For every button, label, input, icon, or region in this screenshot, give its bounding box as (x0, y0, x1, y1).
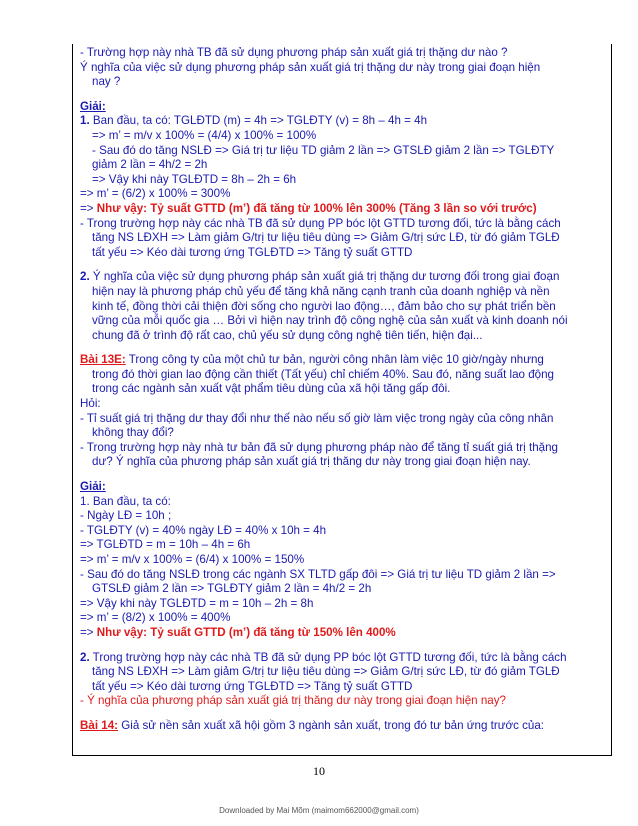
text-line: giảm 2 lần = 4h/2 = 2h (92, 158, 208, 172)
text-line: - Trong trường hợp này nhà tư bản đã sử dụng phương pháp nào để tăng tỉ suất giá trị thặng (80, 440, 558, 454)
text-line: không thay đổi? (92, 426, 174, 440)
text-line: tất yếu => Kéo dài tương ứng TGLĐTD => Tăng tỷ suất GTTD (92, 679, 413, 693)
text-line: Ý nghĩa của việc sử dụng phương pháp sản xuất giá trị thặng dư này trong giai đoạn hiện (80, 60, 541, 74)
text-line: dư? Ý nghĩa của phương pháp sản xuất giá trị thăng dư này trong giai đoạn hiện nay. (92, 455, 531, 469)
text-line: kinh tế, đồng thời cải thiện đời sống cho người lao động…, đảm bảo cho sự phát triển bền (92, 299, 556, 313)
document-body (80, 46, 608, 734)
text-line: - Ngày LĐ = 10h ; (80, 509, 172, 523)
conclusion-line: => Như vậy: Tỷ suất GTTD (m’) đã tăng từ 150% lên 400% (80, 625, 396, 639)
text-line: - Ý nghĩa của phương pháp sản xuất giá trị thăng dư này trong giai đoạn hiện nay? (80, 694, 506, 708)
solution-heading: Giải: (80, 480, 106, 494)
text-line: => Vậy khi này TGLĐTD = 8h – 2h = 6h (92, 172, 297, 186)
text-line: Hỏi: (80, 397, 101, 411)
text-line: trong đó thời gian lao động cần thiết (Tất yếu) chỉ chiếm 40%. Sau đó, năng suất lao động (92, 367, 554, 381)
text-line: 1. Ban đầu, ta có: (80, 494, 171, 508)
text-line: chung đã ở trình độ rất cao, chủ yếu sử dụng công nghệ tiên tiến, hiện đại... (92, 328, 483, 342)
text-line: - Sau đó do tăng NSLĐ => Giá trị tư liệu TD giảm 2 lần => GTSLĐ giảm 2 lần => TGLĐTY (92, 143, 555, 157)
text-line: nay ? (92, 75, 121, 89)
text-line: => m’ = (8/2) x 100% = 400% (80, 611, 231, 625)
text-line: vững của mỗi quốc gia … Bởi vì hiện nay trình độ công nghệ của sản xuất và kinh doanh nói (92, 314, 568, 328)
text-line: - Tỉ suất giá trị thặng dư thay đổi như thế nào nếu số giờ làm việc trong ngày của công nhân (80, 411, 554, 425)
text-line: GTSLĐ giảm 2 lần => TGLĐTY giảm 2 lần = 4h/2 = 2h (92, 582, 372, 596)
page-number: 10 (313, 764, 325, 778)
conclusion-line: => Như vậy: Tỷ suất GTTD (m’) đã tăng từ 100% lên 300% (Tăng 3 lần so với trước) (80, 201, 537, 215)
text-line: - Sau đó do tăng NSLĐ trong các ngành SX TLTD gấp đôi => Giá trị tư liệu TD giảm 2 lần => (80, 567, 556, 581)
exercise-13e: Bài 13E: Trong công ty của một chủ tư bản, người công nhân làm việc 10 giờ/ngày nhưng (80, 353, 544, 367)
text-line: => m’ = m/v x 100% = (4/4) x 100% = 100% (92, 128, 317, 142)
text-line: hiện nay là phương pháp chủ yếu để tăng khả năng cạnh tranh của doanh nghiệp và nền (92, 284, 550, 298)
text-line: 1. Ban đầu, ta có: TGLĐTD (m) = 4h => TGLĐTY (v) = 8h – 4h = 4h (80, 114, 428, 128)
text-line: trong các ngành sản xuất vật phẩm tiêu dùng của xã hội tăng gấp đôi. (92, 382, 451, 396)
text-line: => TGLĐTD = m = 10h – 4h = 6h (80, 538, 251, 552)
text-line: 2. Ý nghĩa của việc sử dụng phương pháp sản xuất giá trị thặng dư tương đối trong giai đoạn (80, 270, 560, 284)
download-footer: Downloaded by Mai Mõm (maimom662000@gmail.com) (219, 806, 419, 815)
text-line: - Trường hợp này nhà TB đã sử dụng phương pháp sản xuất giá trị thặng dư nào ? (80, 46, 508, 59)
solution-heading: Giải: (80, 99, 106, 113)
text-line: tất yếu => Kéo dài tương ứng TGLĐTD => Tăng tỷ suất GTTD (92, 245, 413, 259)
text-line: => Vậy khi này TGLĐTD = m = 10h – 2h = 8h (80, 596, 314, 610)
text-line: - TGLĐTY (v) = 40% ngày LĐ = 40% x 10h = 4h (80, 523, 327, 537)
text-line: 2. Trong trường hợp này các nhà TB đã sử dụng PP bóc lột GTTD tương đối, tức là bằng cách (80, 650, 567, 664)
text-line: => m’ = m/v x 100% = (6/4) x 100% = 150% (80, 553, 305, 566)
exercise-14: Bài 14: Giả sử nền sản xuất xã hội gồm 3 ngành sản xuất, trong đó tư bản ứng trước của: (80, 718, 545, 732)
text-line: tăng NS LĐXH => Làm giảm G/trị tư liệu tiêu dùng => Giảm G/trị sức LĐ, từ đó giảm TGLĐ (92, 231, 560, 245)
text-line: - Trong trường hợp này các nhà TB đã sử dụng PP bóc lột GTTD tương đối, tức là bằng cách (80, 216, 561, 230)
text-line: => m’ = (6/2) x 100% = 300% (80, 187, 231, 201)
text-line: tăng NS LĐXH => Làm giảm G/trị tư liệu tiêu dùng => Giảm G/trị sức LĐ, từ đó giảm TGLĐ (92, 665, 560, 679)
